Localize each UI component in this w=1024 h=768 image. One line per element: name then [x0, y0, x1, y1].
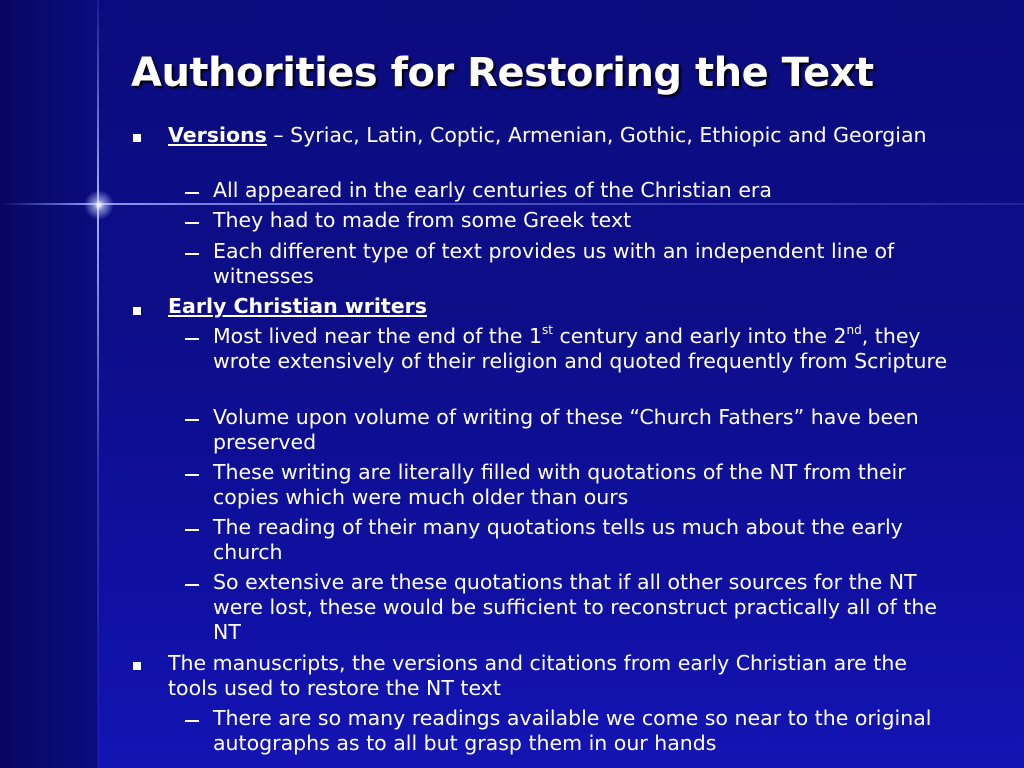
sub-bullet: [213, 324, 953, 374]
decorative-horizontal-line: [0, 203, 1024, 205]
bullet-marker: [133, 307, 141, 315]
slide-title: Authorities for Restoring the Text: [131, 50, 874, 96]
dash-marker: [185, 720, 199, 722]
text-part: Most lived near the end of the 1: [213, 324, 543, 348]
sub-bullet: The reading of their many quotations tells us much about the early church: [213, 515, 903, 564]
sub-bullet: They had to made from some Greek text: [213, 208, 632, 232]
dash-marker: [185, 419, 199, 421]
dash-marker: [185, 584, 199, 586]
bullet-versions: [168, 123, 948, 148]
superscript: st: [542, 323, 553, 337]
background-top-band: [98, 0, 1024, 205]
sub-bullet: These writing are literally filled with quotations of the NT from their copies which were much older than ours: [213, 460, 906, 509]
sub-bullet: Each different type of text provides us with an independent line of witnesses: [213, 239, 895, 288]
sub-bullet: Volume upon volume of writing of these “Church Fathers” have been preserved: [213, 405, 919, 454]
versions-label: Versions: [168, 123, 267, 147]
bullet-early-christian-writers: [168, 294, 948, 319]
superscript: nd: [846, 323, 862, 337]
bullet-marker: [133, 134, 141, 142]
sub-bullet: All appeared in the early centuries of the Christian era: [213, 178, 772, 202]
dash-marker: [185, 338, 199, 340]
dash-marker: [185, 192, 199, 194]
decorative-vertical-line: [97, 0, 99, 768]
decorative-star-glow: [84, 190, 114, 220]
background-left-panel: [0, 0, 98, 768]
sub-bullet: So extensive are these quotations that if all other sources for the NT were lost, these would be sufficient to reconstruct practically all of the NT: [213, 570, 937, 644]
bullet-marker: [133, 662, 141, 670]
dash-marker: [185, 222, 199, 224]
early-writers-label: Early Christian writers: [168, 294, 427, 318]
versions-text: – Syriac, Latin, Coptic, Armenian, Gothic, Ethiopic and Georgian: [266, 123, 927, 147]
text-part: century and early into the 2: [552, 324, 847, 348]
bullet-manuscripts: The manuscripts, the versions and citations from early Christian are the tools used to restore the NT text: [168, 651, 907, 700]
dash-marker: [185, 253, 199, 255]
text-part: , they wrote extensively of their religion and quoted frequently from Scripture: [213, 324, 948, 373]
dash-marker: [185, 529, 199, 531]
sub-bullet: There are so many readings available we come so near to the original autographs as to all but grasp them in our hands: [213, 706, 932, 755]
dash-marker: [185, 474, 199, 476]
